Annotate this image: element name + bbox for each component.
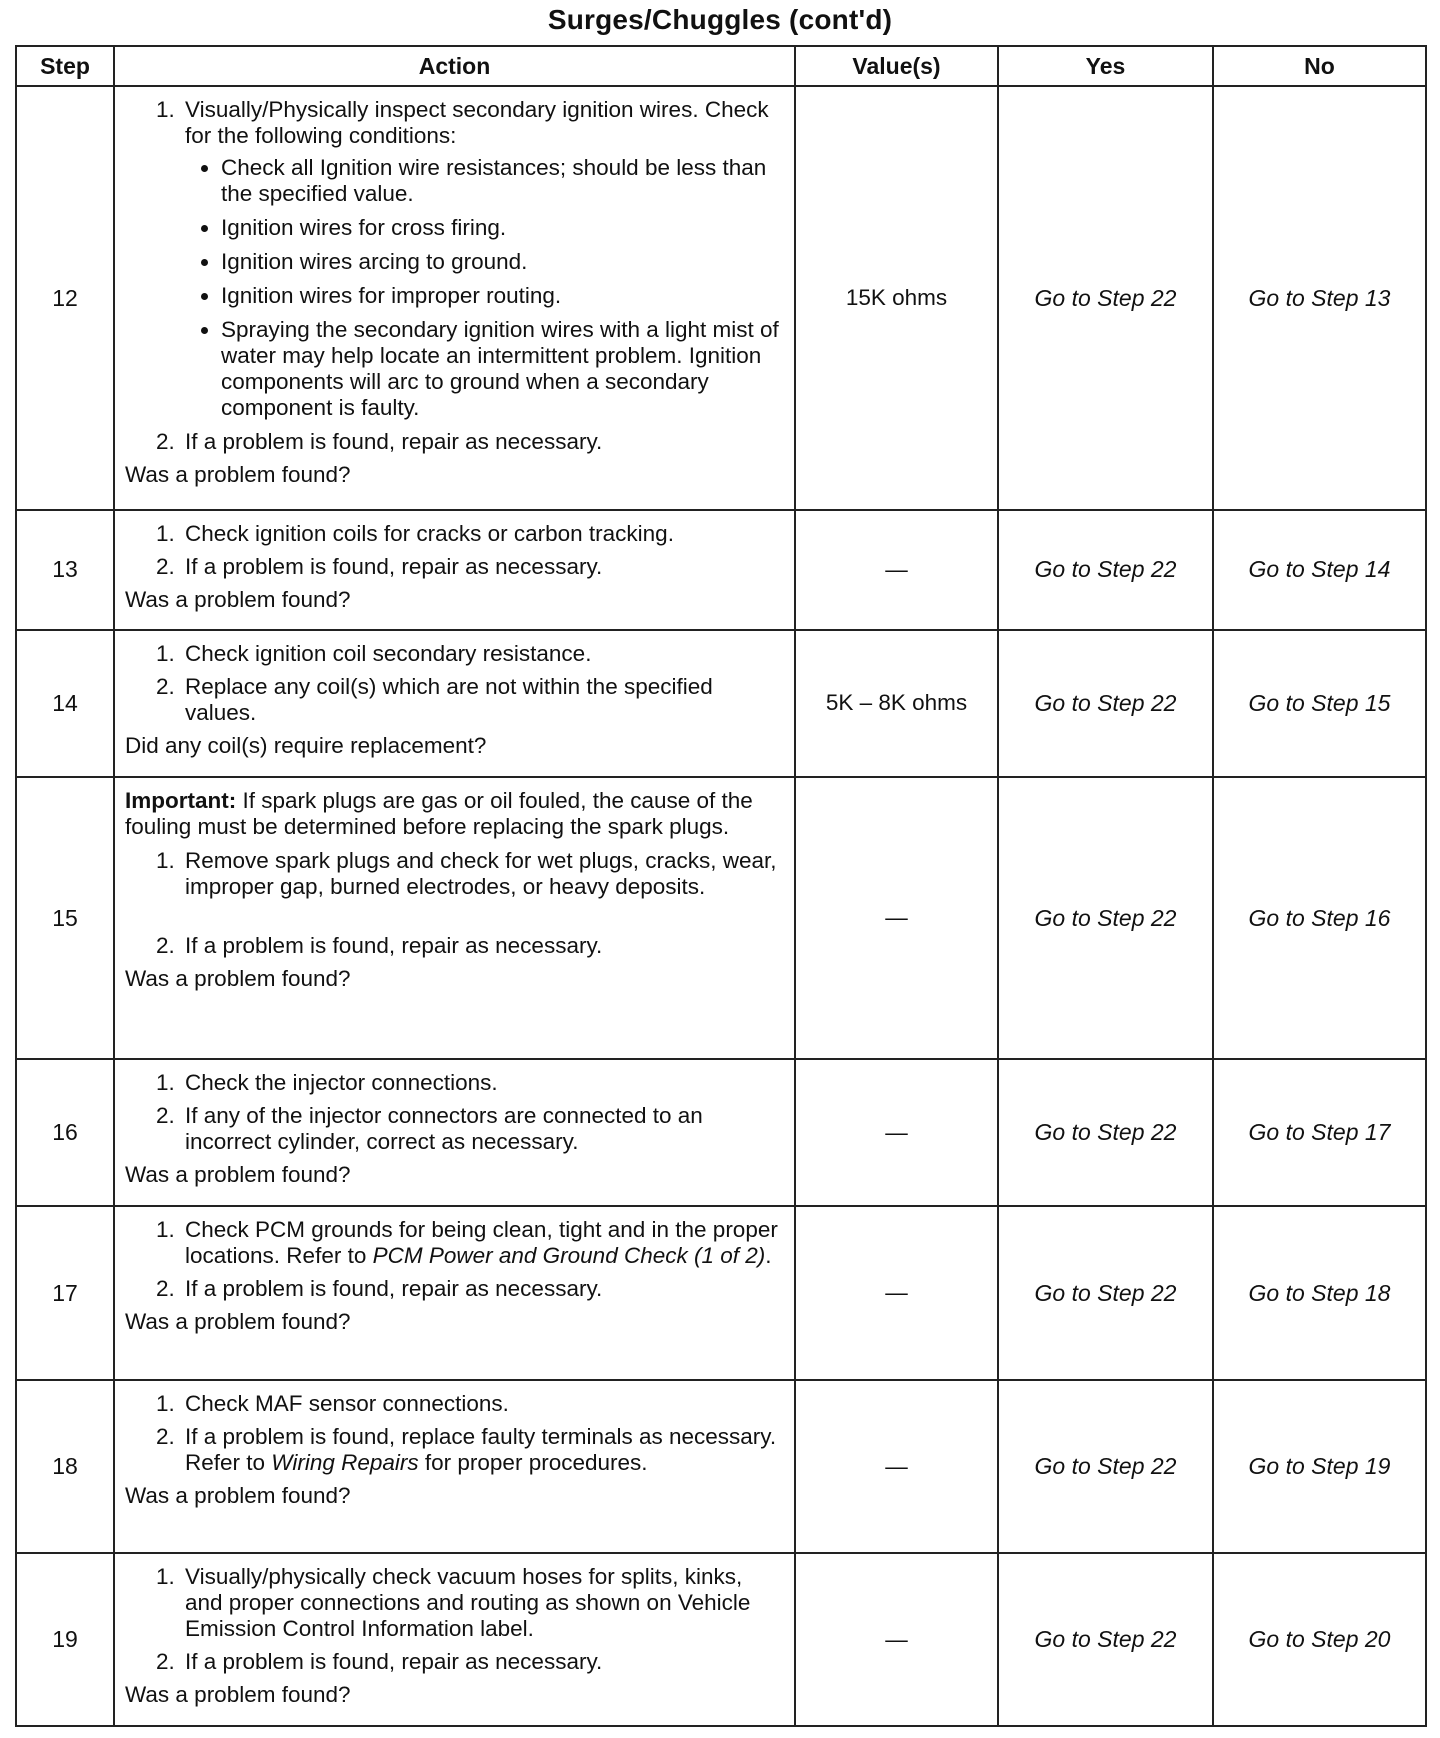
step-number: 15 (16, 777, 114, 1059)
action-text-end: for proper procedures. (418, 1449, 648, 1475)
value-cell: — (795, 777, 998, 1059)
header-step: Step (16, 46, 114, 86)
action-list (125, 1070, 782, 1155)
action-item: 1. Check ignition coil secondary resistance. (181, 641, 782, 667)
action-item (181, 97, 782, 421)
condition-item: • Spraying the secondary ignition wires with a light mist of water may help locate an intermittent problem. Ignition components will arc to ground when a secondary component is faulty. (221, 317, 782, 421)
action-item: 2. If a problem is found, repair as necessary. (181, 1276, 782, 1302)
step-number: 13 (16, 510, 114, 629)
action-cell (114, 86, 795, 510)
table-row (16, 777, 1426, 1059)
action-item (181, 1217, 782, 1269)
action-text: Check PCM grounds for being clean, tight and in the proper locations. Refer to (185, 1217, 778, 1269)
action-question: Was a problem found? (125, 587, 351, 613)
reference-link[interactable]: Wiring Repairs (271, 1449, 419, 1475)
value-cell: — (795, 1206, 998, 1380)
action-item: 1. Check ignition coils for cracks or carbon tracking. (181, 521, 782, 547)
action-cell (114, 1206, 795, 1380)
action-question: Was a problem found? (125, 462, 351, 487)
action-item: 2. If a problem is found, repair as necessary. (181, 554, 782, 580)
spacer (185, 900, 782, 926)
action-list (125, 1564, 782, 1675)
reference-link[interactable]: PCM Power and Ground Check (1 of 2) (372, 1243, 766, 1269)
important-text: If spark plugs are gas or oil fouled, the cause of the fouling must be determined before replacing the spark plugs. (125, 788, 753, 840)
page-title: Surges/Chuggles (cont'd) (547, 4, 893, 35)
value-cell: — (795, 1553, 998, 1726)
action-text: Remove spark plugs and check for wet plugs, cracks, wear, improper gap, burned electrodes, or heavy deposits. (185, 848, 777, 900)
table-header-row (16, 46, 1426, 86)
table-row (16, 510, 1426, 629)
header-yes: Yes (998, 46, 1213, 86)
action-item: 1. Check the injector connections. (181, 1070, 782, 1096)
step-number: 16 (16, 1059, 114, 1206)
action-question: Was a problem found? (125, 1682, 351, 1708)
action-cell (114, 510, 795, 629)
no-cell: Go to Step 14 (1213, 510, 1426, 629)
condition-item: • Ignition wires for improper routing. (221, 283, 782, 309)
action-question: Was a problem found? (125, 1482, 351, 1508)
action-text: Visually/Physically inspect secondary ignition wires. Check for the following conditions: (185, 97, 769, 148)
table-row (16, 1553, 1426, 1726)
action-item (181, 1424, 782, 1476)
yes-cell: Go to Step 22 (998, 1553, 1213, 1726)
action-list (125, 521, 782, 580)
important-label: Important: (125, 788, 237, 814)
header-values: Value(s) (795, 46, 998, 86)
yes-cell: Go to Step 22 (998, 1059, 1213, 1206)
action-item: 2. If any of the injector connectors are connected to an incorrect cylinder, correct as necessary. (181, 1103, 782, 1155)
action-question: Did any coil(s) require replacement? (125, 732, 487, 758)
step-number: 18 (16, 1380, 114, 1554)
no-cell: Go to Step 18 (1213, 1206, 1426, 1380)
yes-cell: Go to Step 22 (998, 510, 1213, 629)
action-item: 2. If a problem is found, repair as necessary. (181, 429, 782, 455)
action-list (125, 641, 782, 726)
value-cell: — (795, 1380, 998, 1554)
header-no: No (1213, 46, 1426, 86)
action-list (125, 848, 782, 959)
action-item: 2. If a problem is found, repair as necessary. (181, 933, 782, 959)
no-cell: Go to Step 16 (1213, 777, 1426, 1059)
action-list (125, 1217, 782, 1302)
no-cell: Go to Step 20 (1213, 1553, 1426, 1726)
action-item: 2. If a problem is found, repair as necessary. (181, 1649, 782, 1675)
table-row (16, 1206, 1426, 1380)
action-list (125, 1391, 782, 1476)
step-number: 14 (16, 630, 114, 777)
action-item: 1. Check MAF sensor connections. (181, 1391, 782, 1417)
yes-cell: Go to Step 22 (998, 630, 1213, 777)
no-cell: Go to Step 13 (1213, 86, 1426, 510)
step-number: 12 (16, 86, 114, 510)
action-cell (114, 630, 795, 777)
action-cell (114, 777, 795, 1059)
yes-cell: Go to Step 22 (998, 86, 1213, 510)
action-item (181, 848, 782, 926)
no-cell: Go to Step 19 (1213, 1380, 1426, 1554)
value-cell: 5K – 8K ohms (795, 630, 998, 777)
condition-list (185, 155, 782, 421)
condition-item: • Ignition wires arcing to ground. (221, 249, 782, 275)
table-row (16, 86, 1426, 510)
value-cell: — (795, 510, 998, 629)
header-action: Action (114, 46, 795, 86)
action-list (125, 97, 782, 455)
value-cell: 15K ohms (795, 86, 998, 510)
no-cell: Go to Step 17 (1213, 1059, 1426, 1206)
condition-item: • Check all Ignition wire resistances; should be less than the specified value. (221, 155, 782, 207)
yes-cell: Go to Step 22 (998, 1206, 1213, 1380)
action-item: 1. Visually/physically check vacuum hoses for splits, kinks, and proper connections and routing as shown on Vehicle Emission Control Information label. (181, 1564, 782, 1642)
step-number: 17 (16, 1206, 114, 1380)
action-cell (114, 1553, 795, 1726)
table-row (16, 1059, 1426, 1206)
no-cell: Go to Step 15 (1213, 630, 1426, 777)
table-row (16, 630, 1426, 777)
yes-cell: Go to Step 22 (998, 777, 1213, 1059)
action-cell (114, 1380, 795, 1554)
yes-cell: Go to Step 22 (998, 1380, 1213, 1554)
diagnostic-table (15, 45, 1427, 1727)
important-note (125, 788, 782, 840)
action-text-end: . (765, 1243, 772, 1269)
action-question: Was a problem found? (125, 966, 351, 992)
action-cell (114, 1059, 795, 1206)
action-item: 2. Replace any coil(s) which are not within the specified values. (181, 674, 782, 726)
action-question: Was a problem found? (125, 1161, 351, 1187)
action-question: Was a problem found? (125, 1309, 351, 1335)
step-number: 19 (16, 1553, 114, 1726)
value-cell: — (795, 1059, 998, 1206)
action-text: If a problem is found, replace faulty terminals as necessary. Refer to (185, 1423, 777, 1475)
condition-item: • Ignition wires for cross firing. (221, 215, 782, 241)
table-row (16, 1380, 1426, 1554)
